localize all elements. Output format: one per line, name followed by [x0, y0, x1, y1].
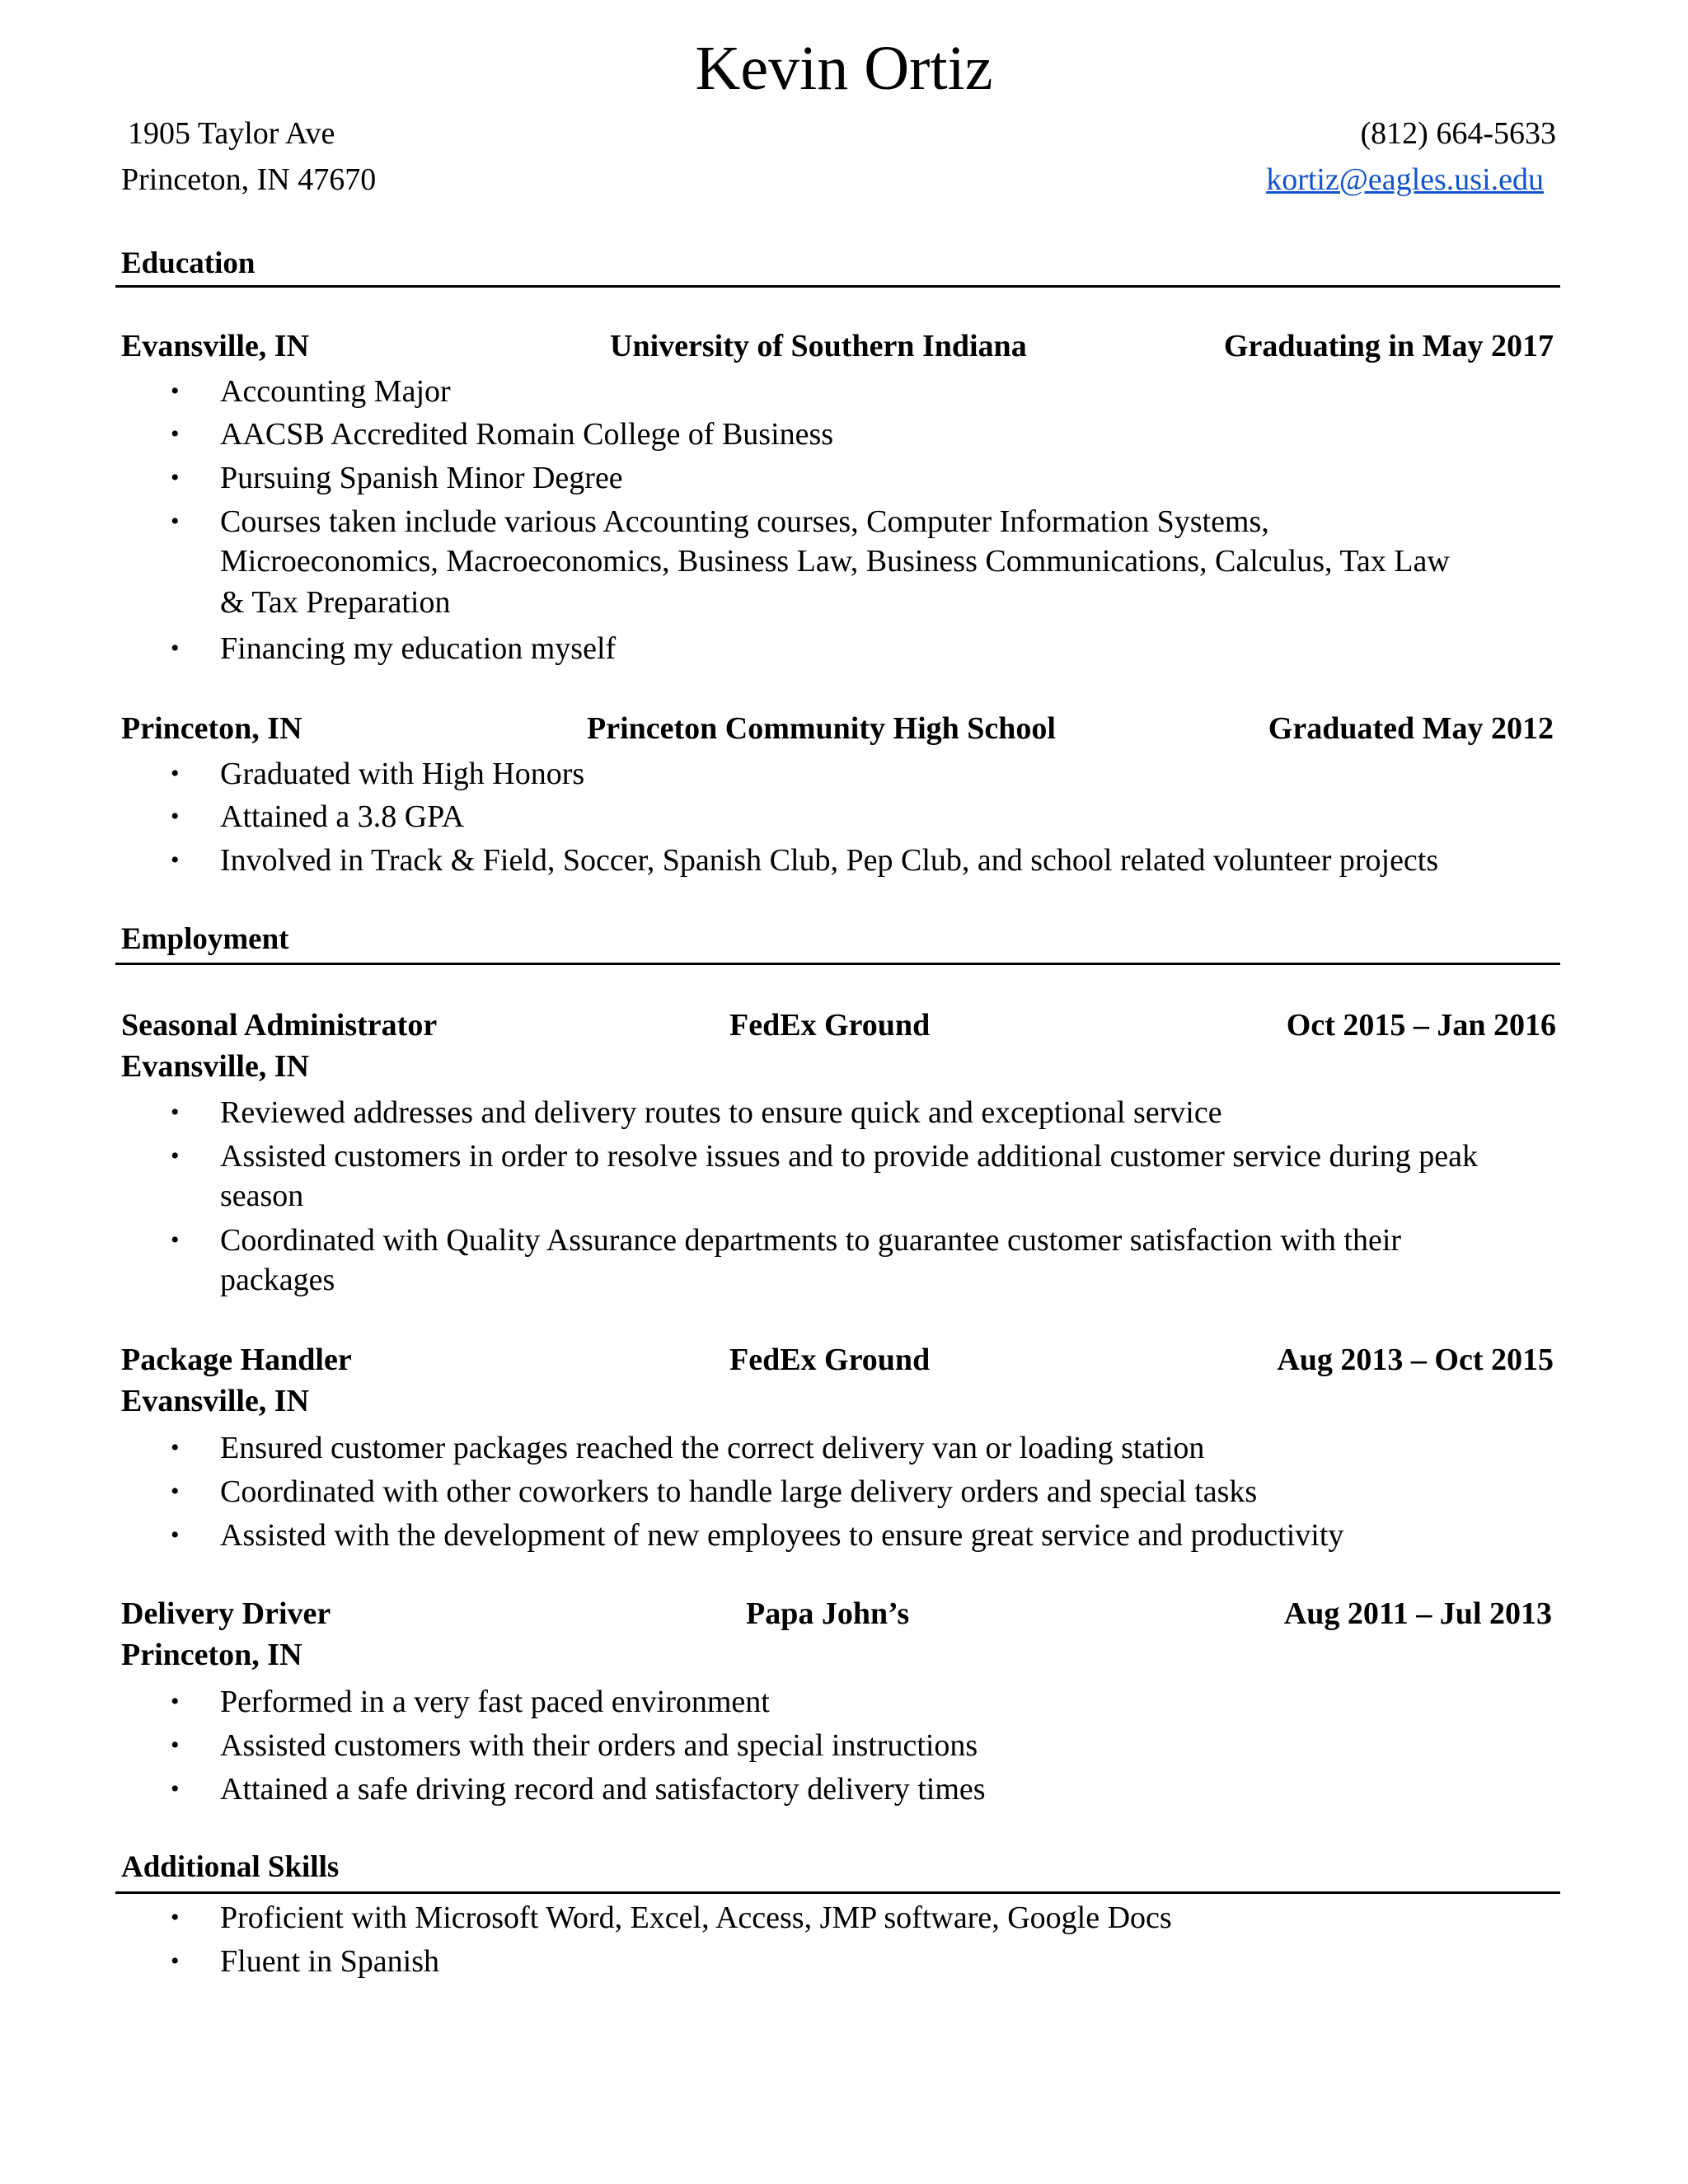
skills-rule [115, 1891, 1560, 1894]
job-bullet-cont: season [220, 1179, 304, 1213]
job-bullet: • Assisted with the development of new employees to ensure great service and productivity [220, 1515, 1343, 1556]
job-dates: Aug 2013 – Oct 2015 [1277, 1343, 1554, 1377]
pchs-bullet: • Involved in Track & Field, Soccer, Spanish Club, Pep Club, and school related volunteer projects [220, 840, 1438, 881]
usi-bullet: • Pursuing Spanish Minor Degree [220, 457, 623, 499]
job-location: Princeton, IN [121, 1638, 302, 1672]
skills-bullet: • Proficient with Microsoft Word, Excel, Access, JMP software, Google Docs [220, 1897, 1172, 1938]
job-role: Seasonal Administrator [121, 1008, 438, 1043]
usi-bullet: • Accounting Major [220, 371, 451, 412]
usi-bullet: • Courses taken include various Accounting courses, Computer Information Systems, [220, 501, 1269, 542]
usi-bullet-cont: Microeconomics, Macroeconomics, Business Law, Business Communications, Calculus, Tax Law [220, 544, 1450, 579]
job-bullet: • Attained a safe driving record and satisfactory delivery times [220, 1769, 986, 1810]
usi-date: Graduating in May 2017 [1223, 329, 1554, 363]
education-heading: Education [121, 246, 256, 280]
job-bullet: • Coordinated with Quality Assurance departments to guarantee customer satisfaction with their [220, 1220, 1401, 1261]
pchs-school: Princeton Community High School [587, 711, 1056, 746]
education-rule [115, 285, 1560, 288]
pchs-location: Princeton, IN [121, 711, 302, 746]
job-bullet: • Performed in a very fast paced environment [220, 1681, 770, 1722]
skills-bullet: • Fluent in Spanish [220, 1941, 439, 1982]
employment-rule [115, 963, 1560, 965]
usi-location: Evansville, IN [121, 329, 310, 363]
job-dates: Oct 2015 – Jan 2016 [1286, 1008, 1556, 1043]
job-bullet: • Ensured customer packages reached the correct delivery van or loading station [220, 1427, 1204, 1469]
usi-bullet-cont: & Tax Preparation [220, 585, 451, 620]
job-company: Papa John’s [746, 1596, 910, 1631]
email-link[interactable]: kortiz@eagles.usi.edu [1266, 162, 1544, 197]
job-role: Delivery Driver [121, 1596, 331, 1631]
address-line2: Princeton, IN 47670 [121, 162, 377, 197]
pchs-bullet: • Graduated with High Honors [220, 753, 584, 794]
usi-bullet: • Financing my education myself [220, 628, 616, 669]
address-line1: 1905 Taylor Ave [128, 116, 335, 151]
employment-heading: Employment [121, 922, 289, 956]
pchs-bullet: • Attained a 3.8 GPA [220, 796, 464, 837]
job-bullet: • Reviewed addresses and delivery routes to ensure quick and exceptional service [220, 1092, 1222, 1133]
skills-heading: Additional Skills [121, 1850, 340, 1884]
job-bullet: • Assisted customers with their orders and special instructions [220, 1725, 978, 1766]
job-location: Evansville, IN [121, 1049, 310, 1084]
job-company: FedEx Ground [729, 1008, 931, 1043]
job-location: Evansville, IN [121, 1384, 310, 1418]
job-bullet: • Coordinated with other coworkers to handle large delivery orders and special tasks [220, 1471, 1257, 1512]
job-role: Package Handler [121, 1343, 352, 1377]
usi-school: University of Southern Indiana [610, 329, 1027, 363]
job-bullet: • Assisted customers in order to resolve issues and to provide additional customer service during peak [220, 1136, 1478, 1177]
job-bullet-cont: packages [220, 1263, 335, 1297]
job-company: FedEx Ground [729, 1343, 931, 1377]
usi-bullet: • AACSB Accredited Romain College of Business [220, 414, 833, 455]
phone: (812) 664-5633 [1360, 116, 1556, 151]
job-dates: Aug 2011 – Jul 2013 [1283, 1596, 1552, 1631]
resume-name: Kevin Ortiz [695, 34, 993, 103]
pchs-date: Graduated May 2012 [1268, 711, 1554, 746]
